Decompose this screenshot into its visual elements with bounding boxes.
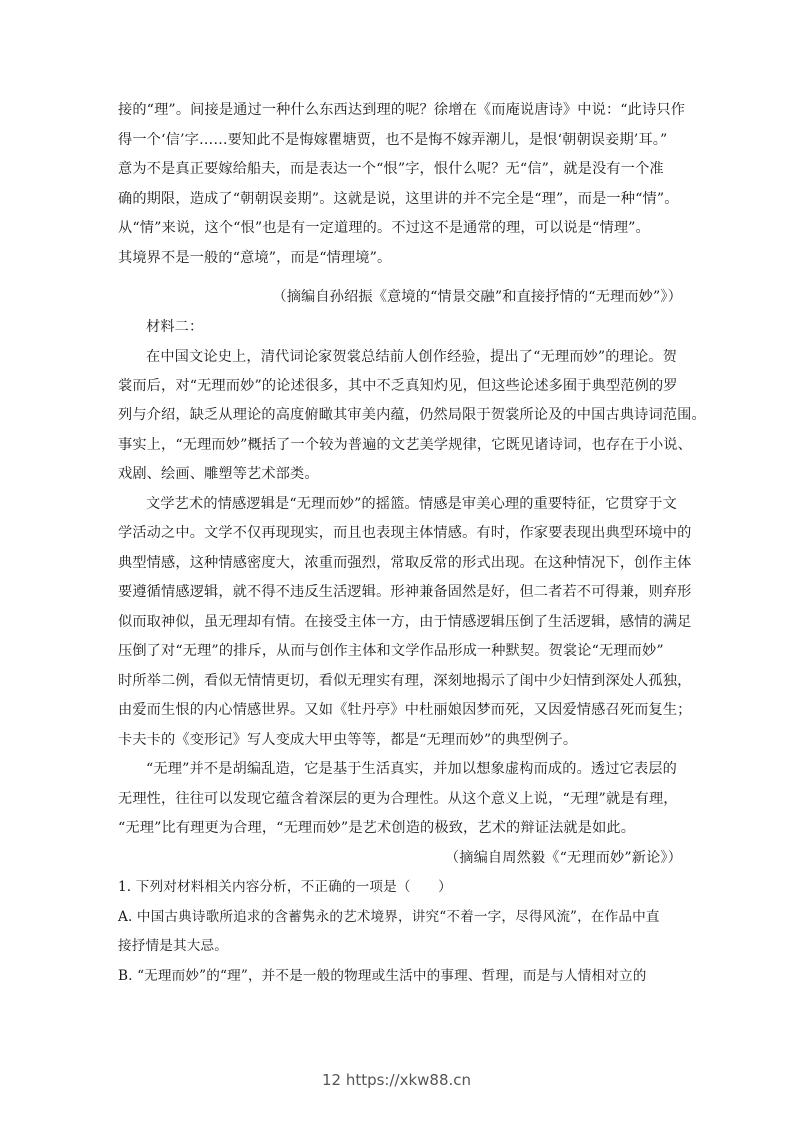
body-text-line: 其境界不是一般的“意境”，而是“情理境”。 bbox=[118, 250, 392, 266]
body-text-line: 卡夫卡的《变形记》写人变成大甲虫等等，都是“无理而妙”的典型例子。 bbox=[118, 732, 578, 748]
body-text-line: 学活动之中。文学不仅再现现实，而且也表现主体情感。有时，作家要表现出典型环境中的 bbox=[118, 525, 692, 541]
body-text-line: 典型情感，这种情感密度大，浓重而强烈，常取反常的形式出现。在这种情况下，创作主体 bbox=[118, 555, 692, 571]
source-attribution: （摘编自周然毅《“无理而妙”新论》） bbox=[444, 850, 682, 866]
body-text-line: 裳而后，对“无理而妙”的论述很多，其中不乏真知灼见，但这些论述多囿于典型范例的罗 bbox=[118, 378, 678, 394]
question-stem: 1. 下列对材料相关内容分析，不正确的一项是（ ） bbox=[118, 879, 452, 895]
body-text-line: 确的期限，造成了“朝朝误妾期”。这就是说，这里讲的并不完全是“理”，而是一种“情”。 bbox=[118, 191, 679, 207]
body-text-line: 文学艺术的情感逻辑是“无理而妙”的摇篮。情感是审美心理的重要特征，它贯穿于文 bbox=[146, 496, 677, 512]
body-text-line: 要遵循情感逻辑，就不得不违反生活逻辑。形神兼备固然是好，但二者若不可得兼，则弃形 bbox=[118, 584, 692, 600]
body-text-line: 接的“理”。间接是通过一种什么东西达到理的呢？徐增在《而庵说唐诗》中说：“此诗只作 bbox=[118, 102, 686, 118]
body-text-line: “无理”并不是胡编乱造，它是基于生活真实，并加以想象虚构而成的。透过它表层的 bbox=[146, 761, 677, 777]
body-text-line: 压倒了对“无理”的排斥，从而与创作主体和文学作品形成一种默契。贺裳论“无理而妙” bbox=[118, 643, 664, 659]
body-text-line: 时所举二例，看似无情情更切，看似无理实有理，深刻地揭示了闺中少妇情到深处人孤独， bbox=[118, 673, 692, 689]
body-text-line: 似而取神似，虽无理却有情。在接受主体一方，由于情感逻辑压倒了生活逻辑，感情的满足 bbox=[118, 614, 692, 630]
body-text-line: 无理性，往往可以发现它蕴含着深层的更为合理性。从这个意义上说，“无理”就是有理， bbox=[118, 791, 678, 807]
body-text-line: 由爱而生恨的内心情感世界。又如《牡丹亭》中杜丽娘因梦而死，又因爱情感召死而复生； bbox=[118, 702, 692, 718]
source-attribution: （摘编自孙绍振《意境的“情景交融”和直接抒情的“无理而妙”》） bbox=[272, 289, 682, 305]
section-heading: 材料二： bbox=[146, 319, 204, 335]
page-footer: 12 https://xkw88.cn bbox=[321, 1071, 472, 1089]
body-text-line: 戏剧、绘画、雕塑等艺术部类。 bbox=[118, 466, 319, 482]
option-a-continued: 接抒情是其大忌。 bbox=[118, 938, 228, 954]
body-text-line: “无理”比有理更为合理，“无理而妙”是艺术创造的极致，艺术的辩证法就是如此。 bbox=[118, 820, 636, 836]
option-b: B. “无理而妙”的“理”，并不是一般的物理或生活中的事理、哲理，而是与人情相对立的 bbox=[118, 968, 647, 984]
body-text-line: 在中国文论史上，清代词论家贺裳总结前人创作经验，提出了“无理而妙”的理论。贺 bbox=[146, 349, 677, 365]
body-text-line: 意为不是真正要嫁给船夫，而是表达一个“恨”字，恨什么呢？无“信”，就是没有一个准 bbox=[118, 161, 664, 177]
body-text-line: 得一个‘信’字……要知此不是悔嫁瞿塘贾，也不是悔不嫁弄潮儿，是恨‘朝朝误妾期’耳。” bbox=[118, 132, 668, 148]
body-text-line: 从“情”来说，这个“恨”也是有一定道理的。不过这不是通常的理，可以说是“情理”。 bbox=[118, 220, 650, 236]
option-a: A. 中国古典诗歌所追求的含蓄隽永的艺术境界，讲究“不着一字，尽得风流”，在作品中直 bbox=[118, 909, 660, 925]
body-text-line: 事实上，“无理而妙”概括了一个较为普遍的文艺美学规律，它既见诸诗词，也存在于小说、 bbox=[118, 437, 692, 453]
body-text-line: 列与介绍，缺乏从理论的高度俯瞰其审美内蕴，仍然局限于贺裳所论及的中国古典诗词范围。 bbox=[118, 407, 706, 423]
